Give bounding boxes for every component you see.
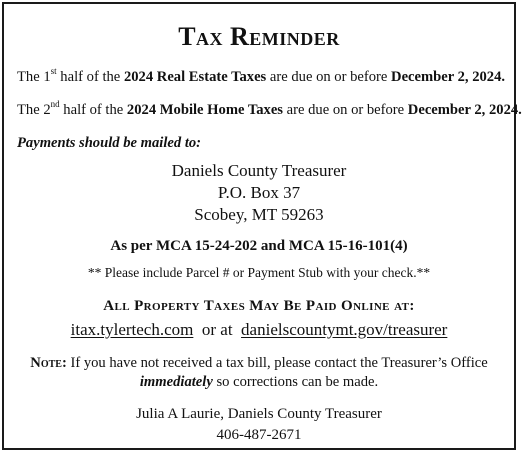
parcel-note: ** Please include Parcel # or Payment Stub with your check.** (87, 265, 431, 280)
notice-text: are due on or before (266, 69, 392, 85)
mobile-home-tax-notice (17, 101, 522, 119)
county-treasurer-link[interactable]: danielscountymt.gov/treasurer (241, 320, 448, 339)
payment-links (4, 320, 514, 340)
notice-text: The 2 (17, 102, 51, 118)
notice-text: half of the (59, 102, 127, 118)
note-text: so corrections can be made. (212, 374, 379, 390)
address-line-1: Daniels County Treasurer (171, 161, 347, 180)
ordinal-suffix: nd (50, 99, 60, 110)
note-line-2 (4, 373, 514, 391)
mca-reference: As per MCA 15-24-202 and MCA 15-16-101(4) (110, 238, 408, 254)
ordinal-suffix: st (50, 66, 57, 77)
page-title: Tax Reminder (178, 22, 340, 51)
note-line-1 (4, 354, 514, 372)
tax-reminder-notice (2, 2, 522, 450)
treasurer-signature: Julia A Laurie, Daniels County Treasurer (136, 406, 382, 422)
notice-text: The 1 (17, 69, 51, 85)
address-line-2: P.O. Box 37 (217, 183, 301, 202)
note-text: If you have not received a tax bill, please contact the Treasurer’s Office (66, 355, 488, 371)
mail-label: Payments should be mailed to: (17, 135, 202, 151)
online-payment-heading: All Property Taxes May Be Paid Online at: (103, 298, 415, 314)
tax-type: 2024 Mobile Home Taxes (126, 102, 283, 118)
notice-text: are due on or before (283, 102, 408, 118)
address-line-3: Scobey, MT 59263 (194, 205, 324, 224)
tylertech-link[interactable]: itax.tylertech.com (70, 320, 194, 339)
tax-type: 2024 Real Estate Taxes (123, 69, 267, 85)
treasurer-phone: 406-487-2671 (216, 427, 302, 443)
real-estate-tax-notice (17, 68, 505, 86)
due-date: December 2, 2024. (391, 69, 506, 85)
note-emphasis: immediately (139, 374, 213, 390)
notice-text: half of the (56, 69, 124, 85)
note-label: Note: (30, 355, 67, 371)
link-separator: or at (193, 320, 242, 339)
due-date: December 2, 2024. (407, 102, 522, 118)
